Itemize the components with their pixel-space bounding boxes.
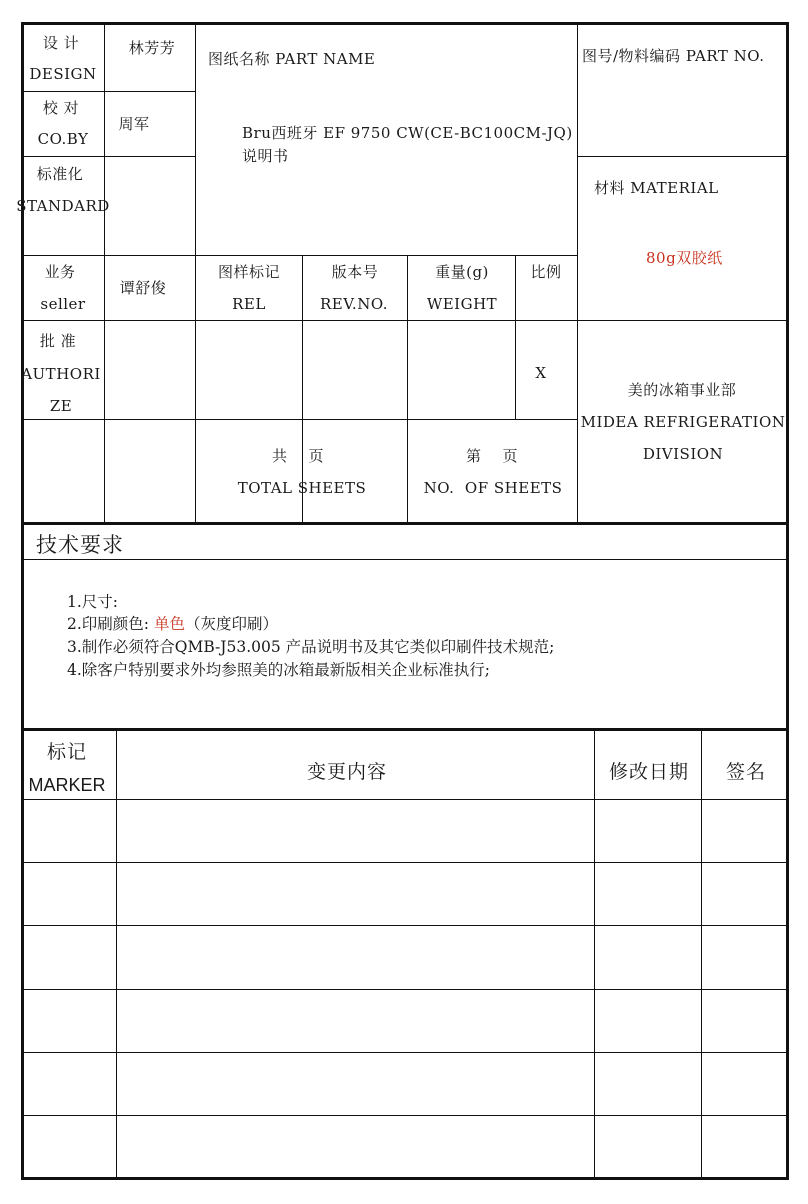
marker-cell[interactable] [30, 885, 110, 905]
marker-cell[interactable] [30, 1011, 110, 1031]
sign-cell[interactable] [709, 1011, 781, 1031]
content-cell[interactable] [124, 1137, 584, 1157]
marker-header-en: MARKER [28, 775, 106, 795]
sign-cell[interactable] [709, 1074, 781, 1094]
weight-label-en: WEIGHT [426, 295, 498, 313]
material-label: 材料 MATERIAL [594, 179, 719, 197]
rel-label-cn: 图样标记 [217, 263, 281, 281]
check-name: 周军 [118, 115, 150, 133]
scale-value: X [535, 364, 547, 382]
authorize-label-en-1: AUTHORI [21, 365, 101, 383]
date-cell[interactable] [602, 948, 694, 968]
material-value: 80g双胶纸 [646, 249, 723, 267]
date-cell[interactable] [602, 822, 694, 842]
date-cell[interactable] [602, 885, 694, 905]
marker-cell[interactable] [30, 948, 110, 968]
section-divider [22, 522, 788, 525]
marker-header-cn: 标记 [46, 741, 88, 763]
requirement-item: 4.除客户特别要求外均参照美的冰箱最新版相关企业标准执行; [67, 661, 491, 679]
print-color-value: 单色 [153, 615, 185, 633]
part-no-label: 图号/物料编码 PART NO. [582, 47, 765, 65]
sign-cell[interactable] [709, 822, 781, 842]
seller-name: 谭舒俊 [119, 279, 167, 297]
company-name-en-2: DIVISION [642, 445, 724, 463]
check-label-cn: 校 对 [42, 99, 80, 117]
marker-cell[interactable] [30, 822, 110, 842]
rel-label-en: REL [232, 295, 266, 313]
design-name: 林芳芳 [128, 39, 176, 57]
requirement-item: 1.尺寸: [67, 593, 119, 611]
design-label-cn: 设 计 [42, 34, 80, 52]
content-header: 变更内容 [306, 761, 388, 783]
tech-requirements-heading: 技术要求 [36, 533, 124, 557]
design-label-en: DESIGN [29, 65, 97, 83]
total-sheets-en: TOTAL SHEETS [237, 479, 367, 497]
sign-cell[interactable] [709, 1137, 781, 1157]
content-cell[interactable] [124, 885, 584, 905]
part-name-label: 图纸名称 PART NAME [208, 50, 376, 68]
part-name-line-1: Bru西班牙 EF 9750 CW(CE-BC100CM-JQ) [242, 124, 573, 142]
rev-label-en: REV.NO. [319, 295, 389, 313]
company-name-cn: 美的冰箱事业部 [627, 381, 737, 399]
authorize-label-cn: 批 准 [39, 332, 77, 350]
company-name-en-1: MIDEA REFRIGERATION [580, 413, 786, 431]
seller-label-en: seller [40, 295, 86, 313]
date-cell[interactable] [602, 1011, 694, 1031]
standard-label-cn: 标准化 [36, 165, 84, 183]
seller-label-cn: 业务 [44, 263, 76, 281]
total-sheets-cn: 共 页 [271, 447, 325, 465]
content-cell[interactable] [124, 1011, 584, 1031]
sign-cell[interactable] [709, 948, 781, 968]
standard-label-en: STANDARD [16, 197, 110, 215]
sign-cell[interactable] [709, 885, 781, 905]
requirement-item: 2.印刷颜色: 单色（灰度印刷） [67, 615, 278, 633]
marker-cell[interactable] [30, 1074, 110, 1094]
sheet-no-en: NO. OF SHEETS [423, 479, 563, 497]
date-cell[interactable] [602, 1074, 694, 1094]
sign-header: 签名 [725, 761, 767, 783]
content-cell[interactable] [124, 822, 584, 842]
date-header: 修改日期 [608, 761, 690, 783]
marker-cell[interactable] [30, 1137, 110, 1157]
sheet-no-cn: 第 页 [465, 447, 519, 465]
part-name-line-2: 说明书 [242, 147, 289, 165]
authorize-label-en-2: ZE [49, 397, 73, 415]
weight-label-cn: 重量(g) [435, 263, 489, 281]
date-cell[interactable] [602, 1137, 694, 1157]
content-cell[interactable] [124, 948, 584, 968]
content-cell[interactable] [124, 1074, 584, 1094]
rev-label-cn: 版本号 [331, 263, 379, 281]
requirement-item: 3.制作必须符合QMB-J53.005 产品说明书及其它类似印刷件技术规范; [67, 638, 555, 656]
scale-label-cn: 比例 [530, 263, 562, 281]
check-label-en: CO.BY [37, 130, 89, 148]
